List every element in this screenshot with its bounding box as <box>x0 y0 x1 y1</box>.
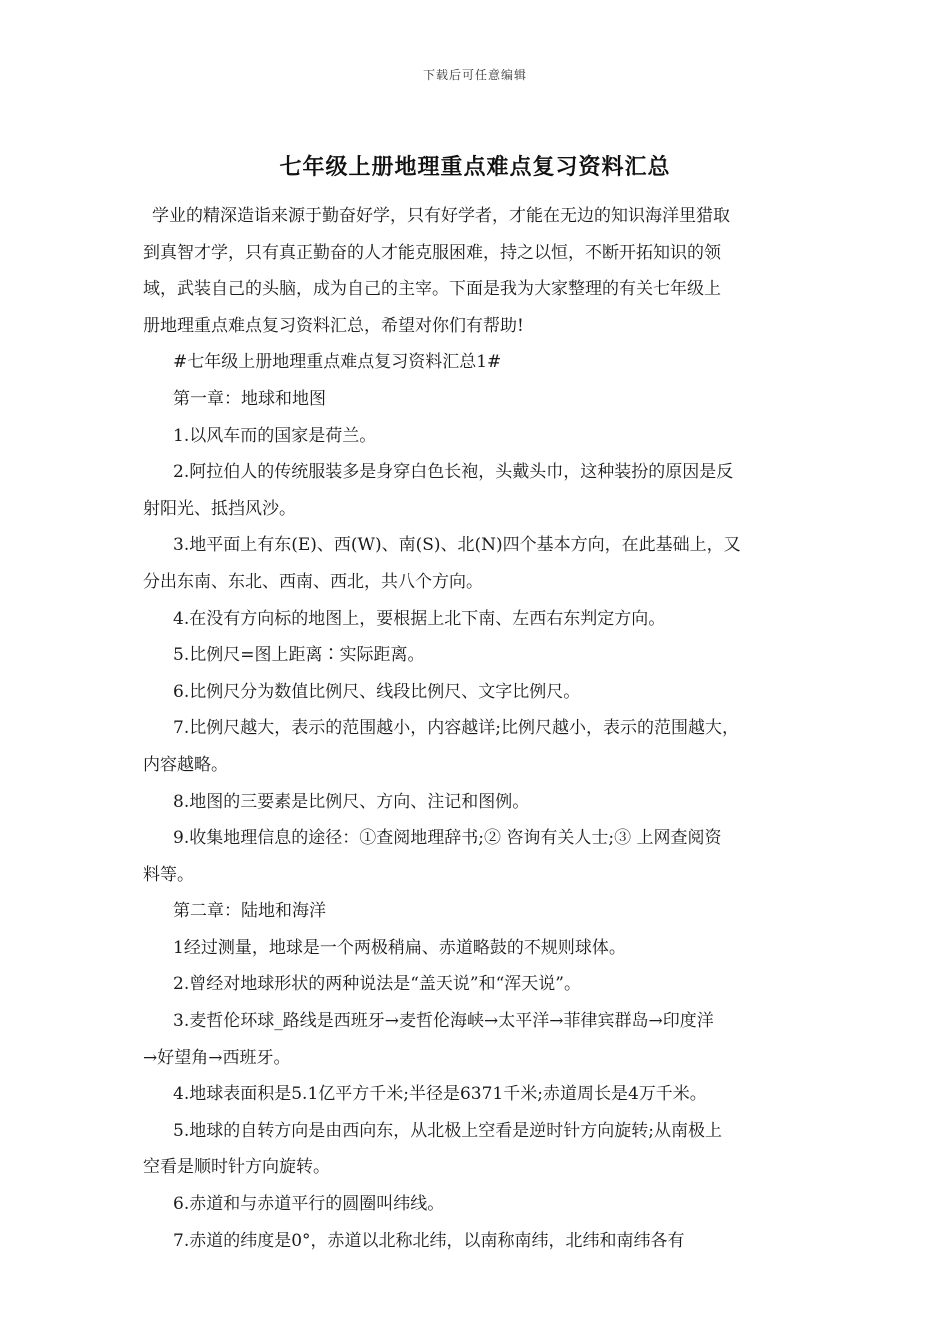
paragraph-line: 8.地图的三要素是比例尺、方向、注记和图例。 <box>173 791 530 812</box>
paragraph-line: 4.地球表面积是5.1亿平方千米;半径是6371千米;赤道周长是4万千米。 <box>173 1084 707 1105</box>
paragraph-line: 册地理重点难点复习资料汇总，希望对你们有帮助! <box>143 315 524 336</box>
paragraph-line: 3.麦哲伦环球_路线是西班牙→麦哲伦海峡→太平洋→菲律宾群岛→印度洋 <box>173 1011 714 1032</box>
document-title: 七年级上册地理重点难点复习资料汇总 <box>279 154 671 180</box>
paragraph-line: 2.阿拉伯人的传统服装多是身穿白色长袍，头戴头巾，这种装扮的原因是反 <box>173 462 734 483</box>
paragraph-line: 第一章：地球和地图 <box>173 388 326 409</box>
paragraph-line: 第二章：陆地和海洋 <box>173 901 326 922</box>
paragraph-line: 内容越略。 <box>143 754 228 775</box>
paragraph-line: 6.赤道和与赤道平行的圆圈叫纬线。 <box>173 1194 445 1215</box>
paragraph-line: 4.在没有方向标的地图上，要根据上北下南、左西右东判定方向。 <box>173 608 666 629</box>
paragraph-line: #七年级上册地理重点难点复习资料汇总1# <box>173 352 502 373</box>
paragraph-line: 域，武装自己的头脑，成为自己的主宰。下面是我为大家整理的有关七年级上 <box>143 279 721 300</box>
paragraph-line: 9.收集地理信息的途径：①查阅地理辞书;② 咨询有关人士;③ 上网查阅资 <box>173 828 722 849</box>
paragraph-line: 5.地球的自转方向是由西向东，从北极上空看是逆时针方向旋转;从南极上 <box>173 1120 722 1141</box>
header-note: 下载后可任意编辑 <box>422 68 527 82</box>
paragraph-line: 料等。 <box>143 864 194 885</box>
paragraph-line: 1经过测量，地球是一个两极稍扁、赤道略鼓的不规则球体。 <box>173 937 626 958</box>
paragraph-line: 1.以风车而的国家是荷兰。 <box>173 425 377 446</box>
paragraph-line: 空看是顺时针方向旋转。 <box>143 1157 330 1178</box>
paragraph-line: 3.地平面上有东(E)、西(W)、南(S)、北(N)四个基本方向，在此基础上，又 <box>173 535 741 556</box>
document-body <box>143 198 813 1259</box>
paragraph-line: 分出东南、东北、西南、西北，共八个方向。 <box>143 571 483 592</box>
paragraph-line: 7.比例尺越大，表示的范围越小，内容越详;比例尺越小，表示的范围越大， <box>173 718 739 739</box>
paragraph-line: 5.比例尺=图上距离∶实际距离。 <box>173 645 425 666</box>
paragraph-line: 6.比例尺分为数值比例尺、线段比例尺、文字比例尺。 <box>173 681 581 702</box>
paragraph-line: 7.赤道的纬度是0°，赤道以北称北纬，以南称南纬，北纬和南纬各有 <box>173 1230 685 1251</box>
paragraph-line: 学业的精深造诣来源于勤奋好学，只有好学者，才能在无边的知识海洋里猎取 <box>152 206 730 226</box>
paragraph-line: 射阳光、抵挡风沙。 <box>143 498 296 519</box>
paragraph-line: →好望角→西班牙。 <box>143 1047 291 1068</box>
paragraph-line: 到真智才学，只有真正勤奋的人才能克服困难，持之以恒，不断开拓知识的领 <box>143 242 721 263</box>
paragraph-line: 2.曾经对地球形状的两种说法是“盖天说”和“浑天说”。 <box>173 974 581 995</box>
